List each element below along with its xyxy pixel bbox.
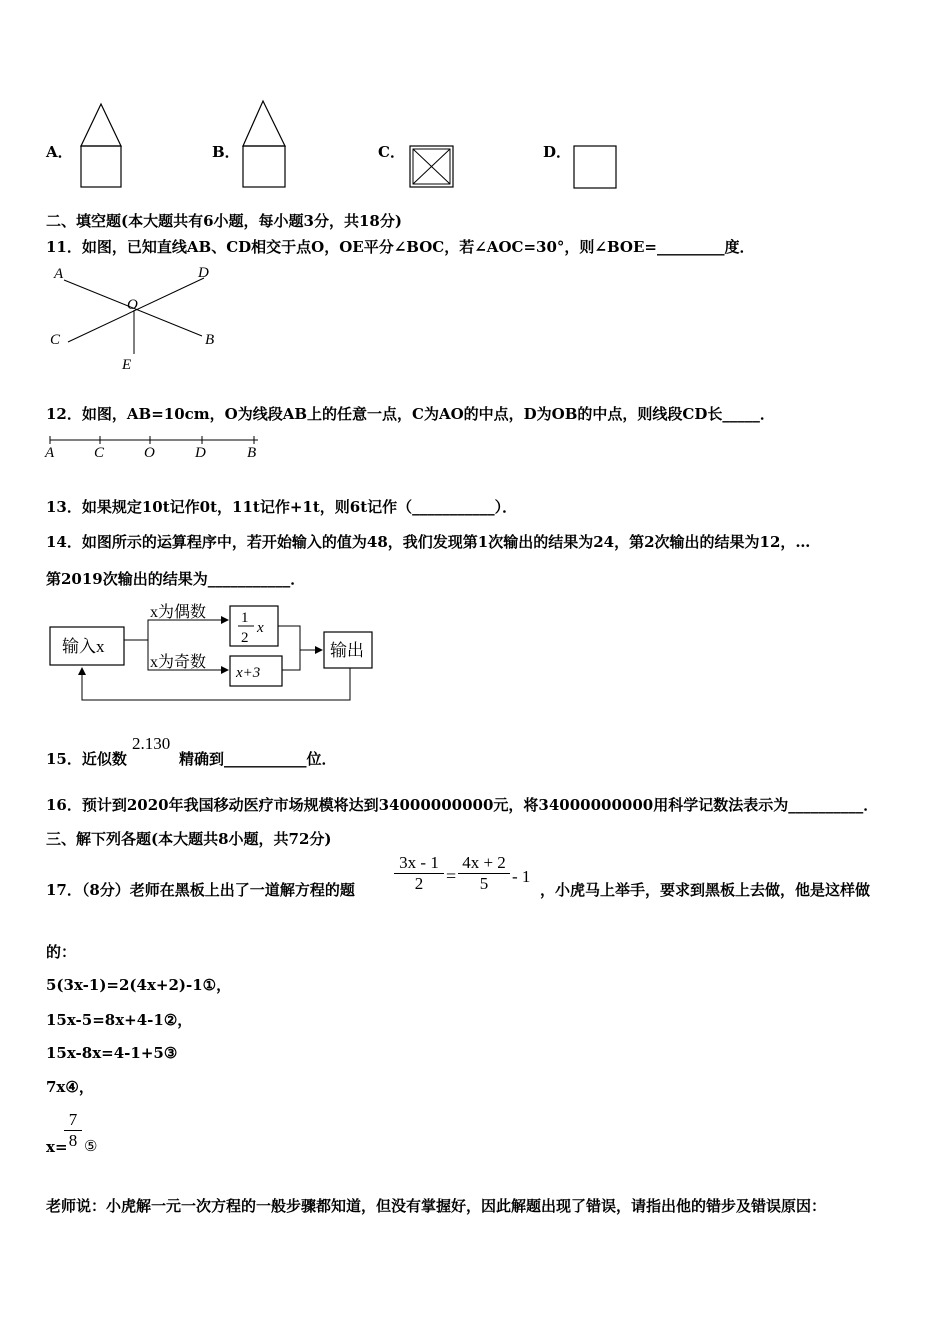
q17-final-prefix: x= (46, 1138, 68, 1156)
flow-odd-label: x为奇数 (150, 654, 207, 671)
option-d-label: D． (543, 143, 572, 161)
question-17-continuation: 的： (46, 943, 77, 961)
question-14-flowchart (46, 600, 386, 712)
q17-rhs-denominator: 5 (479, 874, 489, 893)
q11-label-c: C (50, 332, 61, 348)
option-b-figure (239, 98, 289, 190)
q17-minus-one: - 1 (512, 867, 531, 886)
q12-label-d: D (195, 445, 206, 461)
question-15-number: 2.130 (132, 734, 171, 753)
q11-label-b: B (205, 332, 215, 348)
option-a-label: A． (46, 143, 73, 161)
q11-label-a: A (54, 266, 64, 282)
question-14-line1: 14．如图所示的运算程序中，若开始输入的值为48，我们发现第1次输出的结果为24，第2次输出的结果为12，… (46, 533, 811, 551)
q17-rhs-fraction (458, 853, 510, 894)
q17-final-denominator: 8 (68, 1131, 78, 1150)
q17-step-2: 15x-5=8x+4-1②， (46, 1011, 193, 1029)
q17-final-mark: ⑤ (84, 1137, 98, 1155)
section-3-title: 三、解下列各题(本大题共8小题，共72分) (46, 830, 332, 848)
q12-label-c: C (94, 445, 105, 461)
option-a-figure (78, 100, 124, 190)
q11-label-e: E (122, 357, 132, 373)
q11-label-d: D (198, 265, 209, 281)
q17-step-3: 15x-8x=4-1+5③ (46, 1044, 178, 1062)
option-b-label: B． (212, 143, 240, 161)
q12-label-b: B (247, 445, 257, 461)
q11-label-o: O (127, 297, 138, 313)
flow-half-denominator: 2 (241, 630, 249, 646)
section-2-title: 二、填空题(本大题共有6小题，每小题3分，共18分) (46, 212, 402, 230)
question-14-line2: 第2019次输出的结果为___________． (46, 570, 306, 588)
q17-final-fraction (64, 1110, 82, 1151)
option-d-figure (572, 144, 620, 190)
option-c-figure (408, 144, 456, 190)
option-c-label: C． (378, 143, 405, 161)
question-17-pre: 17．（8分）老师在黑板上出了一道解方程的题 (46, 881, 355, 899)
question-16-text: 16．预计到2020年我国移动医疗市场规模将达到34000000000元，将34000000000用科学记数法表示为__________． (46, 796, 879, 814)
q17-rhs-numerator: 4x + 2 (462, 853, 506, 872)
q12-label-o: O (144, 445, 155, 461)
flow-input-label: 输入x (62, 637, 105, 656)
q17-step-1: 5(3x-1)=2(4x+2)-1①， (46, 976, 232, 994)
q17-step-4: 7x④， (46, 1078, 94, 1096)
flow-plus3-label: x+3 (236, 665, 261, 681)
question-12-figure (42, 432, 266, 462)
q12-label-a: A (45, 445, 55, 461)
question-11-figure (46, 262, 226, 374)
q17-teacher-comment: 老师说：小虎解一元一次方程的一般步骤都知道，但没有掌握好，因此解题出现了错误，请指出他的错步及错误原因： (46, 1197, 827, 1215)
flow-half-numerator: 1 (241, 610, 249, 626)
question-15-post: 精确到___________位． (179, 750, 337, 768)
q17-lhs-denominator: 2 (414, 874, 424, 893)
q17-equals: = (446, 866, 457, 886)
question-17-post: ，小虎马上举手，要求到黑板上去做，他是这样做 (540, 881, 871, 899)
flow-even-label: x为偶数 (150, 604, 207, 621)
q17-lhs-fraction (394, 853, 444, 894)
question-15-pre: 15．近似数 (46, 750, 127, 768)
question-11-text: 11．如图，已知直线AB、CD相交于点O，OE平分∠BOC，若∠AOC=30°，则∠BOE=_________度． (46, 238, 755, 256)
flow-half-variable: x (257, 620, 264, 636)
question-12-text: 12．如图，AB=10cm，O为线段AB上的任意一点，C为AO的中点，D为OB的中点，则线段CD长_____． (46, 405, 775, 423)
q17-final-numerator: 7 (68, 1110, 78, 1129)
q17-lhs-numerator: 3x - 1 (399, 853, 439, 872)
flow-output-label: 输出 (330, 641, 364, 660)
question-13-text: 13．如果规定10t记作0t，11t记作+1t，则6t记作（___________）． (46, 498, 518, 516)
